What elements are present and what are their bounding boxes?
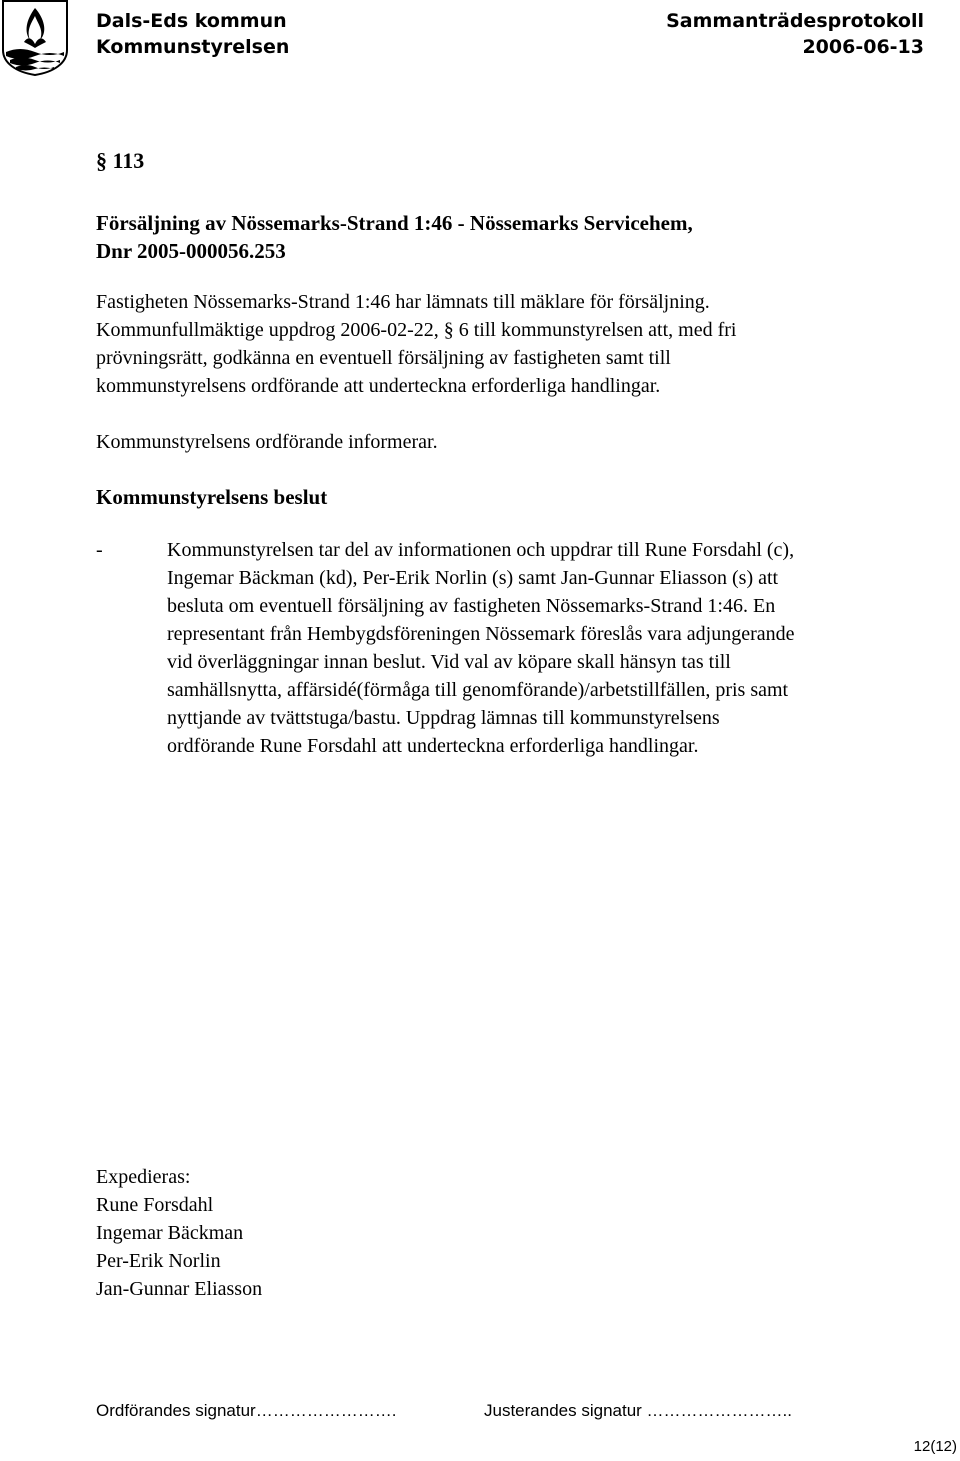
distribution-name: Jan-Gunnar Eliasson: [96, 1278, 263, 1300]
item-title-line: Dnr 2005-000056.253: [96, 239, 286, 263]
item-body-line: kommunstyrelsens ordförande att underteckna erforderliga handlingar.: [96, 375, 661, 397]
header-date: 2006-06-13: [802, 36, 924, 58]
decision-line: representant från Hembygdsföreningen Nössemark föreslås vara adjungerande: [167, 623, 795, 645]
paragraph-number: § 113: [96, 148, 145, 173]
decision-line: ordförande Rune Forsdahl att underteckna erforderliga handlingar.: [167, 735, 699, 757]
header-body: Kommunstyrelsen: [96, 36, 290, 58]
distribution-list: [96, 1163, 262, 1303]
distribution-name: Per-Erik Norlin: [96, 1250, 221, 1272]
decision-line: Ingemar Bäckman (kd), Per-Erik Norlin (s) samt Jan-Gunnar Eliasson (s) att: [167, 567, 779, 589]
adjuster-signature: Justerandes signatur ……………………..: [484, 1401, 792, 1420]
distribution-name: Rune Forsdahl: [96, 1194, 214, 1216]
distribution-name: Ingemar Bäckman: [96, 1222, 244, 1244]
decision-text: [167, 536, 795, 760]
header-organisation: Dals-Eds kommun: [96, 10, 287, 32]
item-info: Kommunstyrelsens ordförande informerar.: [96, 431, 438, 453]
item-body: [96, 288, 736, 400]
decision-line: besluta om eventuell försäljning av fastigheten Nössemarks-Strand 1:46. En: [167, 595, 776, 617]
decision-line: Kommunstyrelsen tar del av informationen och uppdrar till Rune Forsdahl (c),: [167, 539, 795, 561]
page-number: 12(12): [913, 1438, 957, 1455]
decision-line: vid överläggningar innan beslut. Vid val av köpare skall hänsyn tas till: [167, 651, 731, 673]
item-title: [96, 209, 693, 265]
item-title-line: Försäljning av Nössemarks-Strand 1:46 - Nössemarks Servicehem,: [96, 211, 693, 235]
chair-signature: Ordförandes signatur…………………….: [96, 1401, 397, 1420]
decision-line: samhällsnytta, affärsidé(förmåga till genomförande)/arbetstillfällen, pris samt: [167, 679, 789, 701]
header-document-type: Sammanträdesprotokoll: [666, 10, 924, 32]
item-body-line: Fastigheten Nössemarks-Strand 1:46 har lämnats till mäklare för försäljning.: [96, 291, 710, 313]
item-body-line: Kommunfullmäktige uppdrog 2006-02-22, § 6 till kommunstyrelsen att, med fri: [96, 319, 737, 341]
item-body-line: prövningsrätt, godkänna en eventuell försäljning av fastigheten samt till: [96, 347, 671, 369]
decision-line: nyttjande av tvättstuga/bastu. Uppdrag lämnas till kommunstyrelsens: [167, 707, 720, 729]
decision-heading: Kommunstyrelsens beslut: [96, 485, 328, 509]
municipality-logo: [2, 0, 68, 76]
distribution-label: Expedieras:: [96, 1166, 191, 1188]
decision-dash: -: [96, 539, 103, 561]
